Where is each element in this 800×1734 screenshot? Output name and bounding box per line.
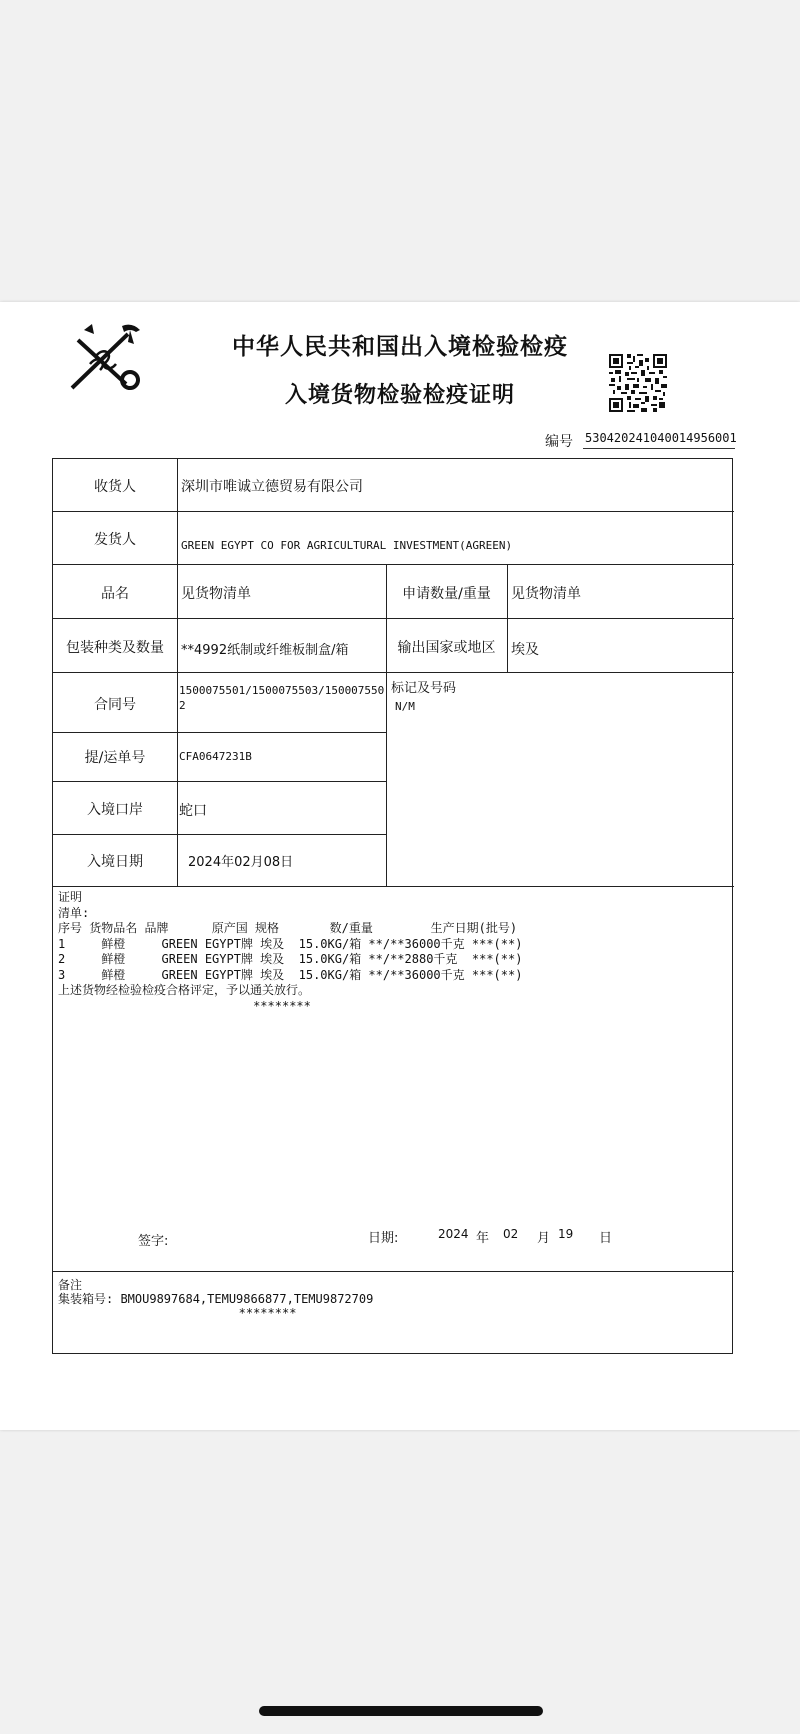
bill-of-lading-label: 提/运单号 bbox=[84, 750, 146, 766]
remarks-label: 备注 bbox=[58, 1278, 83, 1292]
certificate-text bbox=[58, 890, 522, 1014]
quantity-label: 申请数量/重量 bbox=[402, 586, 491, 602]
date-month-unit: 月 bbox=[537, 1231, 551, 1246]
marks-value: N/M bbox=[395, 700, 415, 713]
remarks-text bbox=[58, 1278, 373, 1320]
consignor-value: GREEN EGYPT CO FOR AGRICULTURAL INVESTMENT(AGREEN) bbox=[181, 539, 513, 552]
date-year-unit: 年 bbox=[476, 1231, 490, 1246]
signature-label: 签字: bbox=[138, 1234, 169, 1249]
goods-table-header: 序号 货物品名 品牌 原产国 规格 数/重量 生产日期(批号) bbox=[58, 921, 518, 935]
certificate-form-table bbox=[52, 458, 733, 1354]
entry-date-label: 入境日期 bbox=[87, 854, 143, 870]
marks-label: 标记及号码 bbox=[391, 681, 457, 696]
document-subtitle: 入境货物检验检疫证明 bbox=[284, 382, 515, 408]
date-day: 19 bbox=[558, 1227, 574, 1241]
date-year: 2024 bbox=[438, 1227, 469, 1241]
entry-date-value: 2024年02月08日 bbox=[188, 855, 294, 870]
goods-list-label: 清单: bbox=[58, 905, 90, 920]
product-value: 见货物清单 bbox=[181, 586, 251, 602]
consignee-label: 收货人 bbox=[94, 479, 136, 495]
date-day-unit: 日 bbox=[599, 1231, 613, 1246]
end-marker: ******** bbox=[58, 998, 311, 1013]
serial-number: 530420241040014956001 bbox=[583, 429, 735, 449]
consignee-value: 深圳市唯诚立德贸易有限公司 bbox=[181, 479, 363, 495]
date-label: 日期: bbox=[368, 1231, 399, 1246]
contract-value-line2: 2 bbox=[179, 699, 186, 712]
date-month: 02 bbox=[503, 1227, 519, 1241]
bill-of-lading-value: CFA0647231B bbox=[179, 750, 252, 763]
home-indicator[interactable] bbox=[259, 1706, 543, 1716]
origin-country-value: 埃及 bbox=[511, 642, 539, 658]
goods-row: 3 鲜橙 GREEN EGYPT牌 埃及 15.0KG/箱 **/**36000千克 ***(**) bbox=[58, 967, 523, 982]
remarks-section bbox=[53, 1272, 732, 1353]
contract-value-line1: 1500075501/1500075503/150007550 bbox=[179, 684, 385, 697]
conclusion-text: 上述货物经检验检疫合格评定，予以通关放行。 bbox=[58, 983, 311, 997]
entry-port-label: 入境口岸 bbox=[87, 802, 143, 818]
container-numbers: 集装箱号: BMOU9897684,TEMU9866877,TEMU9872709 bbox=[58, 1292, 374, 1306]
entry-port-value: 蛇口 bbox=[179, 803, 207, 819]
certificate-page bbox=[0, 302, 800, 1430]
product-label: 品名 bbox=[101, 586, 129, 602]
packing-value: **4992纸制或纤维板制盒/箱 bbox=[181, 643, 349, 658]
goods-row: 2 鲜橙 GREEN EGYPT牌 埃及 15.0KG/箱 **/**2880千克 ***(**) bbox=[58, 952, 523, 966]
serial-label: 编号 bbox=[545, 434, 573, 450]
contract-label: 合同号 bbox=[94, 697, 136, 713]
end-marker: ******** bbox=[58, 1306, 297, 1320]
certificate-section bbox=[53, 887, 732, 1271]
certificate-heading: 证明 bbox=[58, 890, 83, 904]
consignor-label: 发货人 bbox=[94, 532, 136, 548]
document-title: 中华人民共和国出入境检验检疫 bbox=[232, 333, 568, 360]
origin-country-label: 输出国家或地区 bbox=[397, 640, 496, 656]
issue-date bbox=[53, 1227, 732, 1247]
quantity-value: 见货物清单 bbox=[511, 586, 581, 602]
qr-code-icon bbox=[609, 354, 667, 412]
packing-label: 包装种类及数量 bbox=[66, 640, 164, 656]
goods-row: 1 鲜橙 GREEN EGYPT牌 埃及 15.0KG/箱 **/**36000千克 ***(**) bbox=[58, 936, 523, 951]
